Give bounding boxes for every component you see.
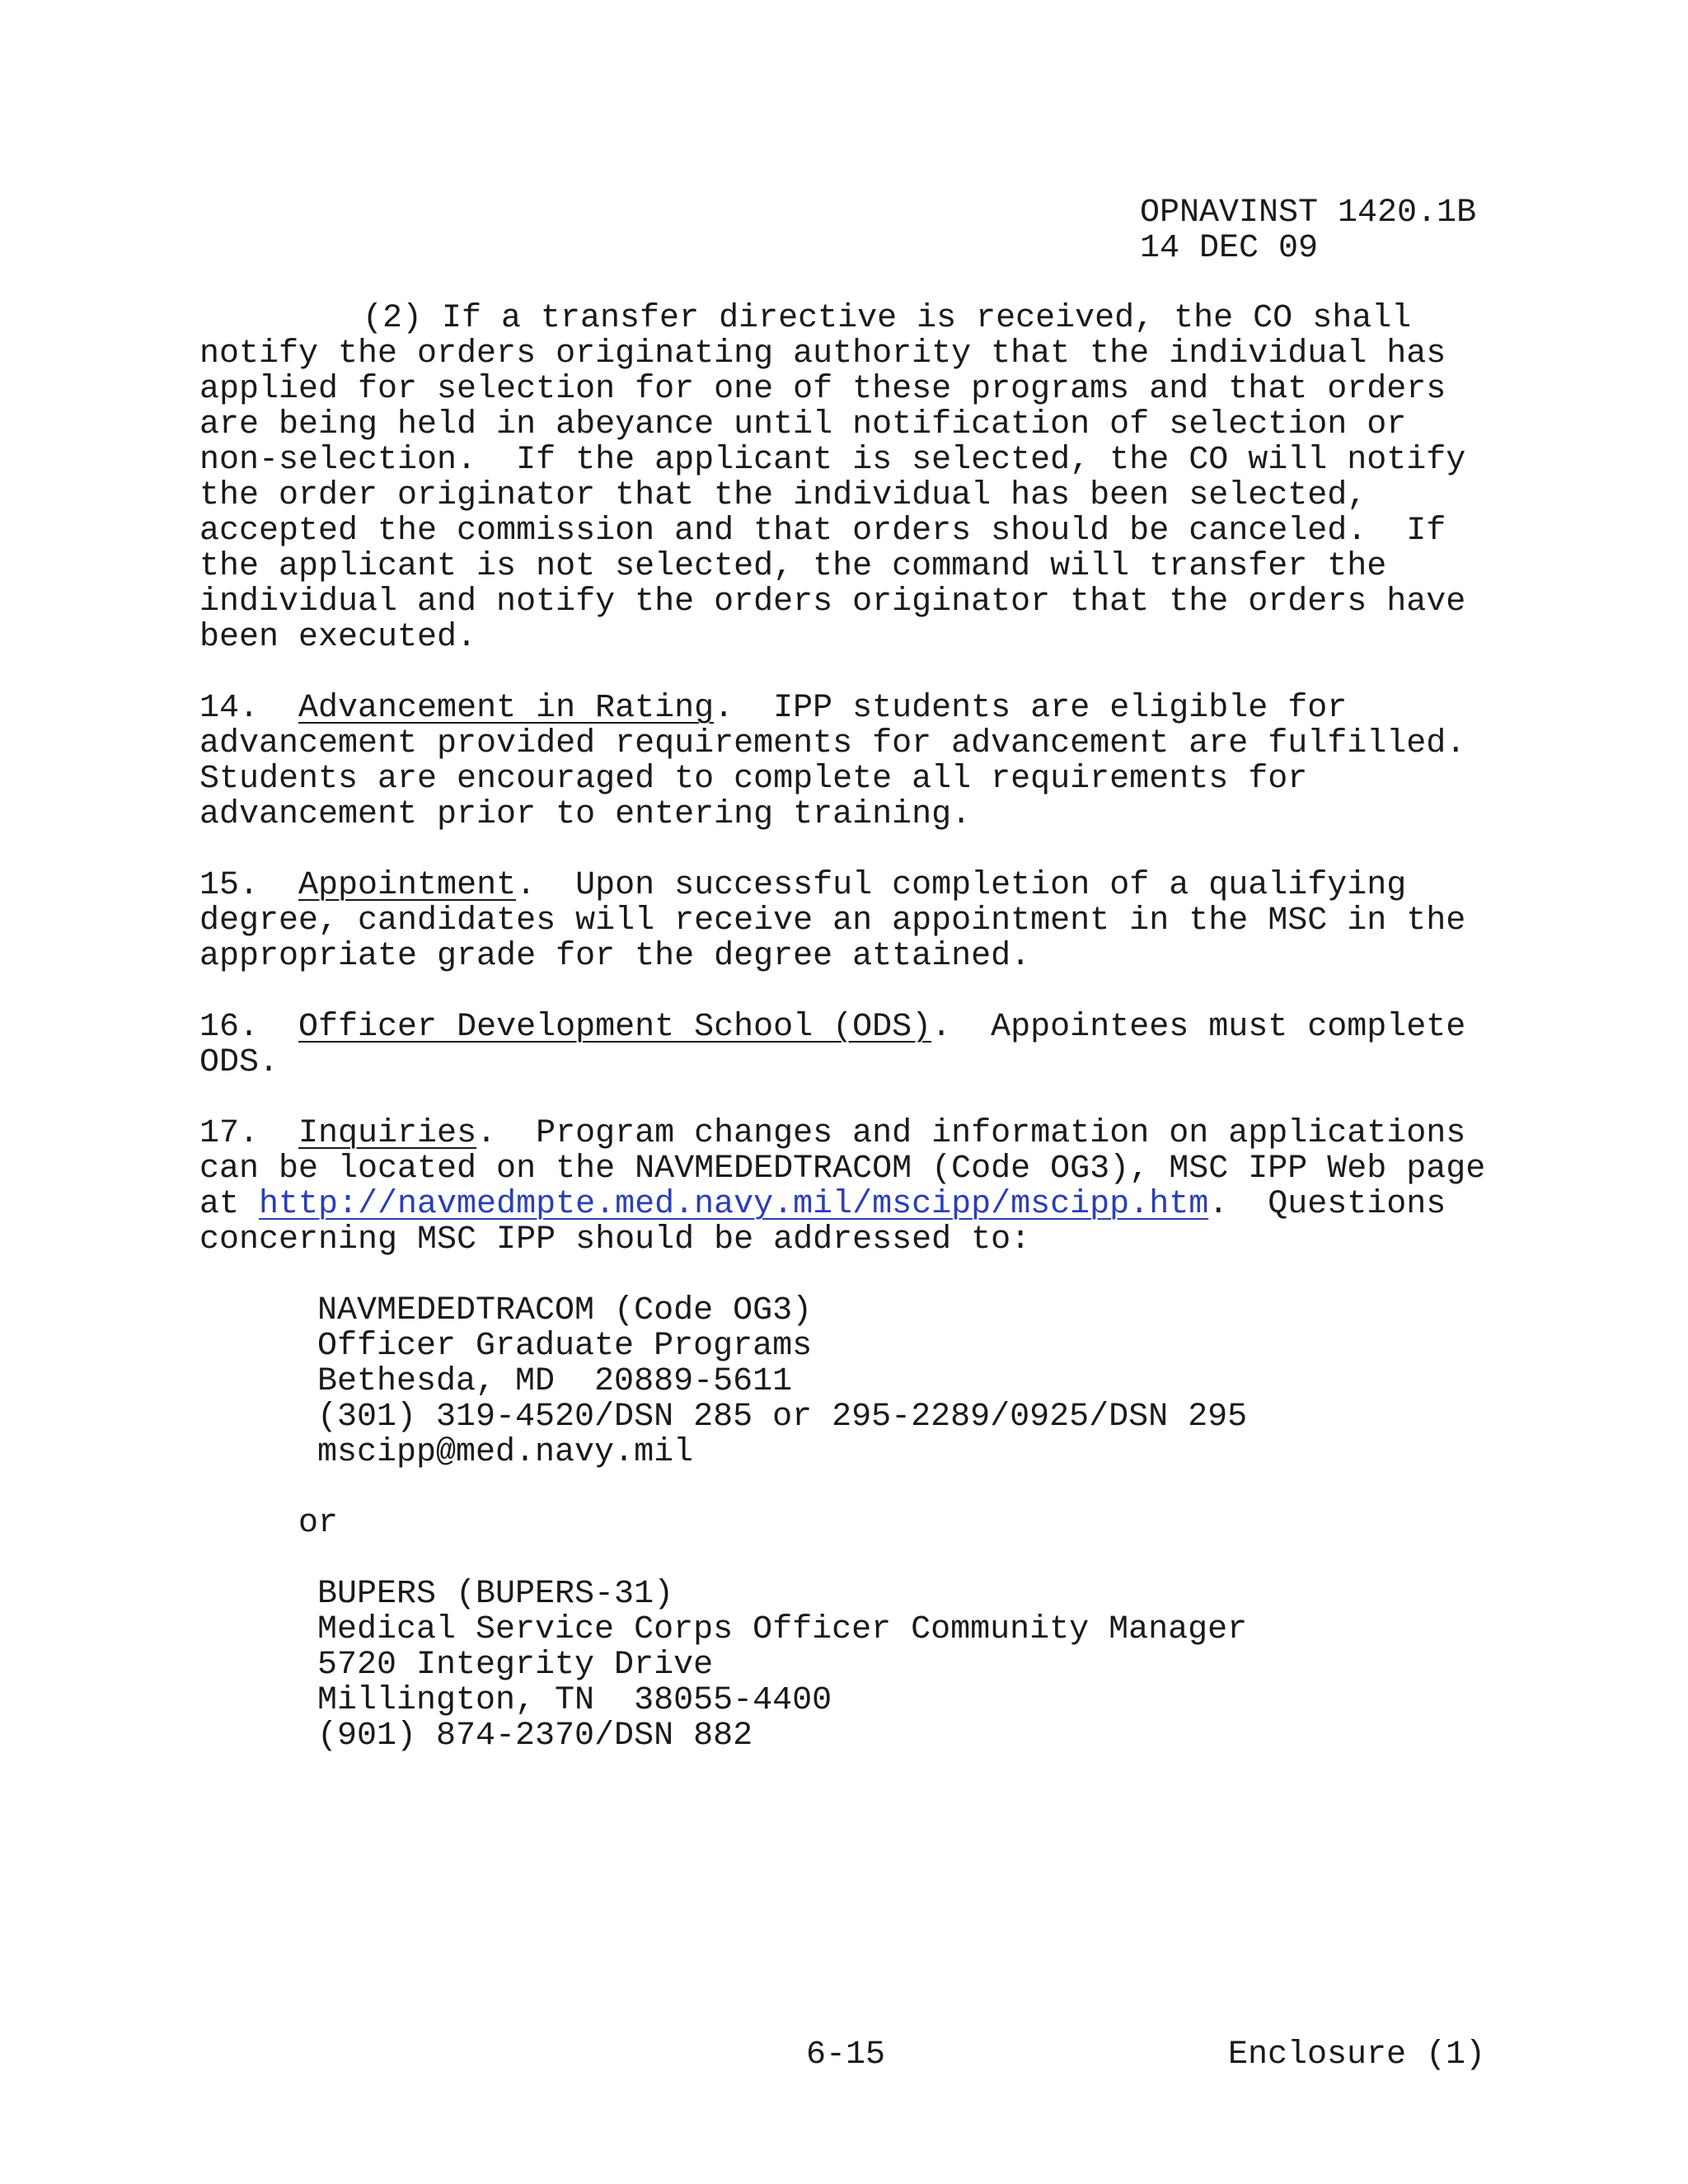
paragraph-line: are being held in abeyance until notification of selection or [199, 406, 1407, 443]
address-line: (901) 874-2370/DSN 882 [317, 1718, 753, 1755]
address-line: Millington, TN 38055-4400 [317, 1682, 832, 1719]
paragraph-line: appropriate grade for the degree attained. [199, 938, 1031, 975]
paragraph-line: advancement provided requirements for advancement are fulfilled. [199, 725, 1466, 762]
paragraph-first-line [199, 1116, 1465, 1151]
paragraph-line: (2) If a transfer directive is received, the CO shall [363, 300, 1412, 337]
paragraph-line: can be located on the NAVMEDEDTRACOM (Code OG3), MSC IPP Web page [199, 1151, 1486, 1188]
paragraph-line-with-link [199, 1187, 1446, 1222]
address-line: Bethesda, MD 20889-5611 [317, 1363, 793, 1400]
paragraph-title: Officer Development School (ODS) [298, 1009, 932, 1046]
paragraph-line: concerning MSC IPP should be addressed to: [199, 1221, 1031, 1258]
paragraph-line: applied for selection for one of these programs and that orders [199, 371, 1447, 408]
page-number: 6-15 [806, 2036, 886, 2074]
address-line: Officer Graduate Programs [317, 1328, 813, 1365]
paragraph-first-line [199, 1010, 1465, 1045]
paragraph-text: . Appointees must complete [931, 1009, 1466, 1046]
paragraph-line: non-selection. If the applicant is selected, the CO will notify [199, 442, 1466, 479]
address-line: 5720 Integrity Drive [317, 1647, 714, 1684]
paragraph-number: 17. [199, 1115, 260, 1152]
paragraph-line: the applicant is not selected, the command will transfer the [199, 548, 1387, 585]
paragraph-line: notify the orders originating authority that the individual has [199, 335, 1447, 373]
paragraph-number: 16. [199, 1009, 260, 1046]
paragraph-line: advancement prior to entering training. [199, 796, 972, 833]
instruction-number: OPNAVINST 1420.1B [1140, 194, 1477, 232]
paragraph-text: . Upon successful completion of a qualifying [516, 867, 1407, 904]
paragraph-line: ODS. [199, 1044, 279, 1081]
paragraph-number: 14. [199, 690, 260, 727]
paragraph-title: Advancement in Rating [298, 690, 715, 727]
paragraph-title: Appointment [298, 867, 517, 904]
paragraph-line: accepted the commission and that orders should be canceled. If [199, 513, 1447, 550]
paragraph-text: . Questions [1208, 1186, 1447, 1223]
address-line: BUPERS (BUPERS-31) [317, 1576, 674, 1613]
paragraph-number: 15. [199, 867, 260, 904]
paragraph-text: . Program changes and information on applications [476, 1115, 1466, 1152]
paragraph-line: been executed. [199, 619, 477, 656]
paragraph-line: individual and notify the orders originator that the orders have [199, 583, 1466, 621]
or-separator: or [298, 1505, 339, 1542]
address-email: mscipp@med.navy.mil [317, 1434, 694, 1471]
address-line: Medical Service Corps Officer Community Manager [317, 1611, 1248, 1648]
paragraph-line: degree, candidates will receive an appointment in the MSC in the [199, 902, 1466, 940]
paragraph-line: Students are encouraged to complete all requirements for [199, 761, 1308, 798]
paragraph-line: the order originator that the individual has been selected, [199, 477, 1367, 514]
paragraph-text: at [199, 1186, 260, 1223]
address-line: NAVMEDEDTRACOM (Code OG3) [317, 1292, 813, 1329]
paragraph-title: Inquiries [298, 1115, 477, 1152]
paragraph-first-line [199, 868, 1406, 903]
paragraph-first-line [199, 691, 1347, 726]
enclosure-label: Enclosure (1) [1228, 2036, 1486, 2074]
address-line: (301) 319-4520/DSN 285 or 295-2289/0925/DSN 295 [317, 1399, 1248, 1436]
web-page-link[interactable]: http://navmedmpte.med.navy.mil/mscipp/mscipp.htm [259, 1186, 1209, 1223]
instruction-date: 14 DEC 09 [1140, 230, 1319, 267]
paragraph-text: . IPP students are eligible for [714, 690, 1348, 727]
